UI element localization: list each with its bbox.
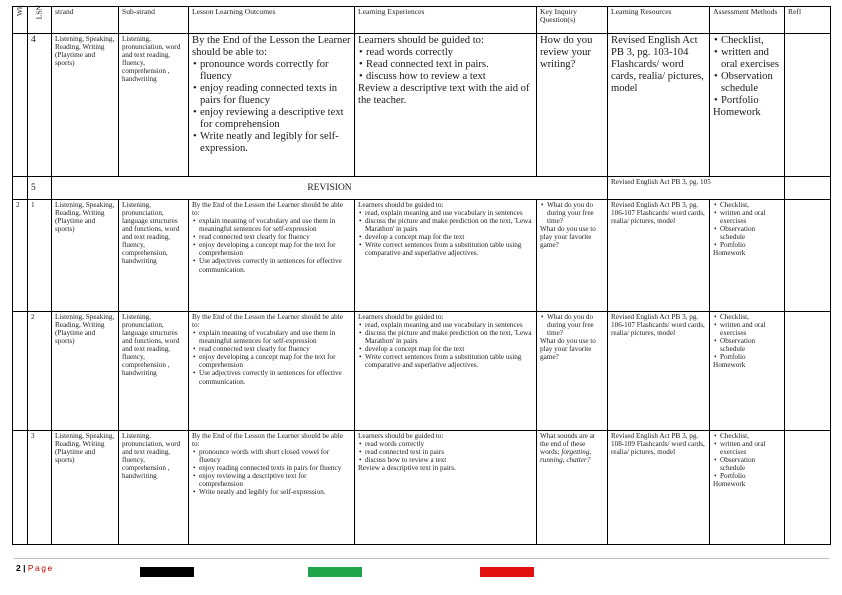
reflection-cell [785,431,831,545]
outcome-item: • enjoy developing a concept map for the text for comprehension [199,353,351,369]
experiences-lead: Learners should be guided to: [358,35,484,46]
assessment-item: • Observation schedule [720,456,781,472]
experience-item: • read, explain meaning and use vocabulary in sentences [365,321,533,329]
experience-item: • read connected text in pairs [365,448,533,456]
page-word: Page [27,563,54,573]
inquiry-words: forgetting, running, chatter? [540,448,592,465]
assessment-cell [710,312,785,431]
experiences-lead: Learners should be guided to: [358,313,444,321]
resources-cell: Revised English Act PB 3, pg. 103-104 Flashcards/ word cards, realia/ pictures, model [608,34,710,177]
lesson-cell: 5 [28,177,52,200]
experience-item: • Write correct sentences from a substitution table using comparative and superlative adjectives. [365,241,533,257]
experience-item: • read words correctly [365,440,533,448]
experience-item: • read, explain meaning and use vocabulary in sentences [365,209,533,217]
inquiry-cell [537,200,608,312]
page-separator: | [20,563,28,573]
outcome-item: • Use adjectives correctly in sentences for effective communication. [199,257,351,273]
footer-divider [14,558,830,559]
header-resources: Learning Resources [608,7,710,34]
resources-cell: Revised English Act PB 3, pg. 106-107 Flashcards/ word cards, realia/ pictures, model [608,312,710,431]
assessment-tail: Homework [713,106,761,118]
outcome-item: • enjoy reading connected texts in pairs for fluency [199,464,351,472]
assessment-item: • Portfolio [720,472,781,480]
outcome-item: • explain meaning of vocabulary and use them in meaningful sentences for self-expression [199,329,351,345]
table-row [13,431,831,545]
black-color-bar [140,567,194,577]
assessment-item: • Checklist, [720,201,781,209]
outcome-item: • enjoy reading connected texts in pairs for fluency [200,83,351,107]
assessment-item: • Portfolio [720,241,781,249]
experience-item: • discuss the picture and make prediction on the text, 'Lewa Marathon' in pairs [365,217,533,233]
lesson-cell: 1 [28,200,52,312]
header-row [13,7,831,34]
header-assessment: Assessment Methods [710,7,785,34]
experiences-cell [355,431,537,545]
substrand-cell: Listening, pronunciation, language structures and functions, word and text reading, fluency, comprehension, handwriting [119,200,189,312]
outcome-item: • enjoy reviewing a descriptive text for comprehension [200,107,351,131]
inquiry-cell [537,312,608,431]
table-row [13,34,831,177]
experience-item: • discuss how to review a text [365,456,533,464]
page-footer [16,563,54,573]
outcomes-cell [189,200,355,312]
revision-row [13,177,831,200]
green-color-bar [308,567,362,577]
strand-cell: Listening, Speaking, Reading, Writing (Playtime and sports) [52,431,119,545]
scheme-of-work-table [12,6,831,545]
assessment-item: • Observation schedule [721,71,781,95]
inquiry-tail: What do you use to play your favorite game? [540,225,596,250]
reflection-cell [785,312,831,431]
outcomes-lead: By the End of the Lesson the Learner should be able to: [192,201,343,218]
substrand-cell: Listening, pronunciation, word and text reading, fluency, comprehension , handwriting [119,34,189,177]
experience-item: • read words correctly [366,47,533,59]
outcome-item: • explain meaning of vocabulary and use them in meaningful sentences for self-expression [199,217,351,233]
experience-item: • Write correct sentences from a substitution table using comparative and superlative adjectives. [365,353,533,369]
assessment-item: • written and oral exercises [720,440,781,456]
experience-item: • discuss the picture and make prediction on the text, 'Lewa Marathon' in pairs [365,329,533,345]
week-cell [13,34,28,177]
outcome-item: • pronounce words with short closed vowel for fluency [199,448,351,464]
assessment-item: • Portfolio [720,353,781,361]
revision-label: REVISION [52,177,608,200]
assessment-item: • written and oral exercises [720,321,781,337]
week-cell [13,431,28,545]
assessment-cell [710,34,785,177]
assessment-cell [710,200,785,312]
assessment-tail: Homework [713,249,746,258]
assessment-item: • written and oral exercises [720,209,781,225]
resources-cell: Revised English Act PB 3, pg. 105 [608,177,785,200]
lesson-cell: 3 [28,431,52,545]
table-row [13,312,831,431]
inquiry-item: • What do you do during your free time? [547,313,604,337]
lesson-cell: 2 [28,312,52,431]
experience-item: • Read connected text in pairs. [366,59,533,71]
assessment-tail: Homework [713,480,746,489]
header-experiences: Learning Experiences [355,7,537,34]
outcome-item: • pronounce words correctly for fluency [200,59,351,83]
outcomes-cell [189,34,355,177]
outcome-item: • read connected text clearly for fluency [199,233,351,241]
assessment-item: • Portfolio [721,95,781,107]
inquiry-tail: What do you use to play your favorite game? [540,337,596,362]
outcome-item: • Use adjectives correctly in sentences for effective communication. [199,369,351,385]
header-strand: strand [52,7,119,34]
assessment-item: • written and oral exercises [721,47,781,71]
experiences-cell [355,312,537,431]
reflection-cell [785,177,831,200]
assessment-item: • Checklist, [721,35,781,47]
substrand-cell: Listening, pronunciation, word and text reading, fluency, comprehension , handwriting [119,431,189,545]
header-reflection: Refl [785,7,831,34]
experience-item: • develop a concept map for the text [365,345,533,353]
header-outcomes: Lesson Learning Outcomes [189,7,355,34]
inquiry-cell: How do you review your writing? [537,34,608,177]
outcome-item: • enjoy developing a concept map for the text for comprehension [199,241,351,257]
experience-item: • develop a concept map for the text [365,233,533,241]
strand-cell: Listening, Speaking, Reading, Writing (Playtime and sports) [52,200,119,312]
outcome-item: • read connected text clearly for fluency [199,345,351,353]
experiences-tail: Review a descriptive text in pairs. [358,464,456,473]
experience-item: • discuss how to review a text [366,71,533,83]
header-inquiry: Key Inquiry Question(s) [537,7,608,34]
lesson-cell: 4 [28,34,52,177]
assessment-cell [710,431,785,545]
resources-cell: Revised English Act PB 3, pg. 106-107 Flashcards/ word cards, realia/ pictures, model [608,200,710,312]
resources-cell: Revised English Act PB 3, pg. 108-109 Flashcards/ word cards, realia/ pictures, model [608,431,710,545]
inquiry-item: • What do you do during your free time? [547,201,604,225]
strand-cell: Listening, Speaking, Reading, Writing (Playtime and sports) [52,34,119,177]
outcome-item: • Write neatly and legibly for self-expression. [199,488,351,496]
page-number: 2 [16,563,21,573]
experiences-cell [355,34,537,177]
outcomes-lead: By the End of the Lesson the Learner should be able to: [192,313,343,330]
outcomes-cell [189,431,355,545]
outcome-item: • enjoy reviewing a descriptive text for comprehension [199,472,351,488]
week-cell [13,177,28,200]
inquiry-text: What sounds are at the end of these words; [540,432,595,457]
assessment-item: • Checklist, [720,313,781,321]
outcomes-cell [189,312,355,431]
reflection-cell [785,34,831,177]
inquiry-cell [537,431,608,545]
outcomes-lead: By the End of the Lesson the Learner should be able to: [192,35,351,58]
assessment-item: • Observation schedule [720,337,781,353]
week-cell [13,312,28,431]
experiences-cell [355,200,537,312]
strand-cell: Listening, Speaking, Reading, Writing (Playtime and sports) [52,312,119,431]
substrand-cell: Listening, pronunciation, language structures and functions, word and text reading, fluency, comprehension , handwriting [119,312,189,431]
header-substrand: Sub-strand [119,7,189,34]
experiences-lead: Learners should be guided to: [358,432,444,440]
outcomes-lead: By the End of the Lesson the Learner should be able to: [192,432,343,449]
header-week: Wk [13,7,28,34]
table-row [13,200,831,312]
reflection-cell [785,200,831,312]
header-lesson: LSN [28,7,52,34]
outcome-item: • Write neatly and legibly for self-expression. [200,131,351,155]
assessment-item: • Observation schedule [720,225,781,241]
red-color-bar [480,567,534,577]
experiences-tail: Review a descriptive text with the aid of the teacher. [358,82,530,106]
experiences-lead: Learners should be guided to: [358,201,444,209]
assessment-tail: Homework [713,361,746,370]
assessment-item: • Checklist, [720,432,781,440]
week-cell: 2 [13,200,28,312]
